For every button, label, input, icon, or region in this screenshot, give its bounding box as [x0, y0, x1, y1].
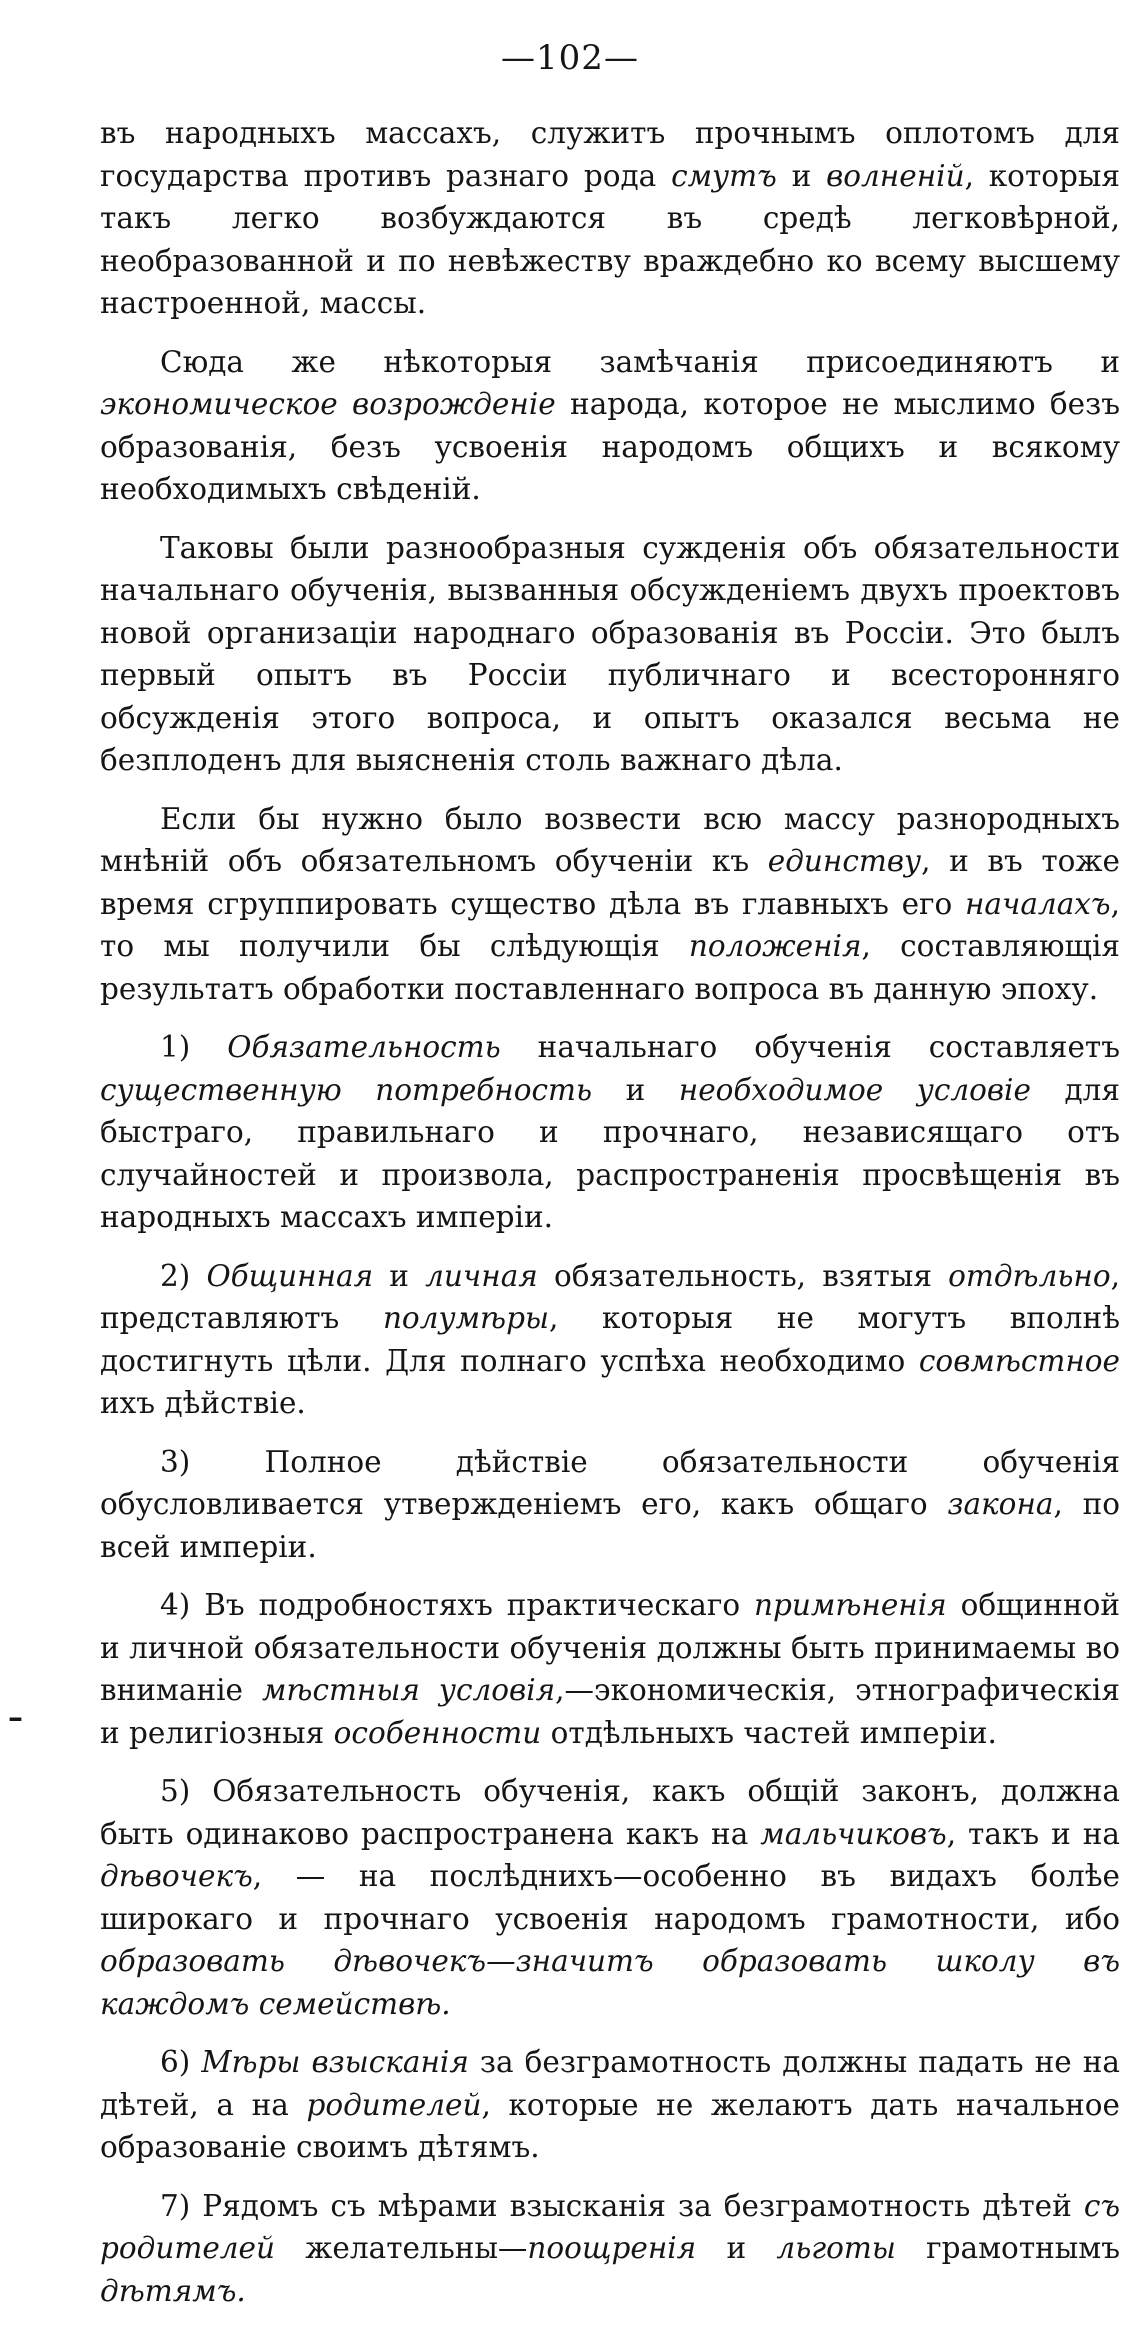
paragraph [100, 2041, 1120, 2169]
text-run: и [696, 2231, 777, 2265]
italic-text: образовать дѣвочекъ—значитъ образовать школу въ каждомъ семействѣ. [100, 1944, 1120, 2021]
italic-text: началахъ [964, 886, 1111, 921]
italic-text: съ родителей [100, 2188, 1120, 2265]
italic-text: мальчиковъ [760, 1816, 947, 1851]
italic-text: волненій [826, 158, 965, 193]
text-run: отдѣльныхъ частей имперіи. [541, 1715, 997, 1750]
paragraph [100, 2185, 1120, 2313]
margin-mark: – [8, 1700, 23, 1735]
paragraph [100, 1255, 1120, 1425]
paragraph [100, 1584, 1120, 1754]
text-run: ,—экономическія, этнографическія и религіозныя [100, 1673, 1120, 1750]
italic-text: примѣненія [754, 1588, 947, 1622]
italic-text: Мѣры взысканія [201, 2045, 469, 2079]
italic-text: дѣвочекъ [100, 1859, 253, 1893]
italic-text: смутъ [671, 158, 777, 193]
paragraph [100, 1441, 1120, 1569]
text-run: Таковы были разнообразныя сужденія объ обязательности начальнаго обученія, вызванныя обсужденіемъ двухъ проектовъ новой организаціи народнаго образованія въ Россіи. Это былъ первый опытъ въ Россіи публичнаго и всесторонняго обсужденія этого вопроса, и опытъ оказался весьма не безплоденъ для выясненія столь важнаго дѣла. [100, 530, 1120, 777]
text-run: 3) Полное дѣйствіе обязательности обученія обусловливается утвержденіемъ его, какъ общаго [100, 1444, 1120, 1521]
italic-text: Общинная [206, 1258, 374, 1293]
text-run: 6) [160, 2045, 202, 2079]
text-run: Если бы нужно было возвести всю массу разнородныхъ мнѣній объ обязательномъ обученіи къ [100, 801, 1120, 878]
text-run: 5) Обязательность обученія, какъ общій законъ, должна быть одинаково распространена какъ на [100, 1774, 1120, 1851]
text-run: , и въ тоже время сгруппировать существо дѣла въ главныхъ его [100, 844, 1120, 921]
text-run: за безграмотность должны падать не на дѣтей, а на [100, 2045, 1121, 2122]
text-run: , которые не желаютъ дать начальное образованіе своимъ дѣтямъ. [100, 2087, 1120, 2164]
text-run: , представляютъ [100, 1258, 1120, 1335]
italic-text: полумѣры [382, 1301, 549, 1335]
italic-text: дѣтямъ. [100, 2273, 246, 2308]
text-run: 1) [160, 1030, 228, 1064]
text-run: , которыя такъ легко возбуждаются въ средѣ легковѣрной, необразованной и по невѣжеству враждебно ко всему высшему настроенной, массы. [100, 158, 1120, 320]
text-run: и [592, 1072, 679, 1107]
italic-text: положенія [688, 929, 862, 963]
paragraph [100, 1770, 1120, 2025]
text-run: , — на послѣднихъ—особенно въ видахъ болѣе широкаго и прочнаго усвоенія народомъ грамотности, ибо [100, 1859, 1120, 1936]
text-run: общинной и личной обязательности обученія должны быть принимаемы во вниманіе [100, 1588, 1120, 1707]
text-run: обязательность, взятыя [537, 1258, 949, 1293]
italic-text: необходимое условіе [678, 1072, 1031, 1107]
text-run: грамотнымъ [895, 2231, 1120, 2265]
text-run: , такъ и на [946, 1816, 1120, 1851]
text-run: , которыя не могутъ вполнѣ достигнуть цѣли. Для полнаго успѣха необходимо [100, 1301, 1120, 1378]
text-run: въ народныхъ массахъ, служитъ прочнымъ оплотомъ для государства противъ разнаго рода [100, 116, 1120, 193]
text-run: ихъ дѣйствіе. [100, 1386, 306, 1420]
italic-text: личная [425, 1258, 538, 1293]
text-run: , составляющія результатъ обработки поставленнаго вопроса въ данную эпоху. [100, 929, 1120, 1006]
text-run: 7) Рядомъ съ мѣрами взысканія за безграмотность дѣтей [160, 2188, 1084, 2223]
body-text [100, 112, 1120, 2328]
text-run: , по всей имперіи. [100, 1487, 1121, 1564]
italic-text: существенную потребность [100, 1072, 593, 1107]
italic-text: поощренія [527, 2231, 697, 2265]
paragraph [100, 1026, 1120, 1239]
text-run: желательны— [275, 2231, 528, 2265]
text-run: 2) [160, 1258, 207, 1293]
italic-text: совмѣстное [918, 1343, 1120, 1378]
text-run: 4) Въ подробностяхъ практическаго [160, 1588, 755, 1622]
italic-text: особенности [333, 1715, 542, 1750]
italic-text: мѣстныя условія [261, 1673, 556, 1707]
italic-text: отдѣльно [948, 1258, 1111, 1293]
italic-text: родителей [306, 2087, 482, 2122]
italic-text: закона [947, 1487, 1054, 1521]
italic-text: льготы [776, 2231, 896, 2265]
text-run: начальнаго обученія составляетъ [500, 1030, 1120, 1064]
italic-text: экономическое возрожденіе [100, 387, 556, 421]
paragraph [100, 112, 1120, 325]
text-run: Сюда же нѣкоторыя замѣчанія присоединяютъ и [160, 344, 1120, 379]
paragraph [100, 798, 1120, 1011]
text-run: народа, которое не мыслимо безъ образованія, безъ усвоенія народомъ общихъ и всякому необходимыхъ свѣденій. [100, 387, 1120, 506]
page-number: —102— [501, 38, 639, 78]
italic-text: единству [767, 844, 922, 878]
paragraph [100, 341, 1120, 511]
text-run: и [373, 1258, 426, 1293]
paragraph [100, 527, 1120, 782]
italic-text: Обязательность [227, 1030, 501, 1064]
text-run: и [776, 158, 827, 193]
text-run: для быстраго, правильнаго и прочнаго, независящаго отъ случайностей и произвола, распространенія просвѣщенія въ народныхъ массахъ имперіи. [100, 1072, 1120, 1234]
text-run: , то мы получили бы слѣдующія [100, 886, 1120, 963]
